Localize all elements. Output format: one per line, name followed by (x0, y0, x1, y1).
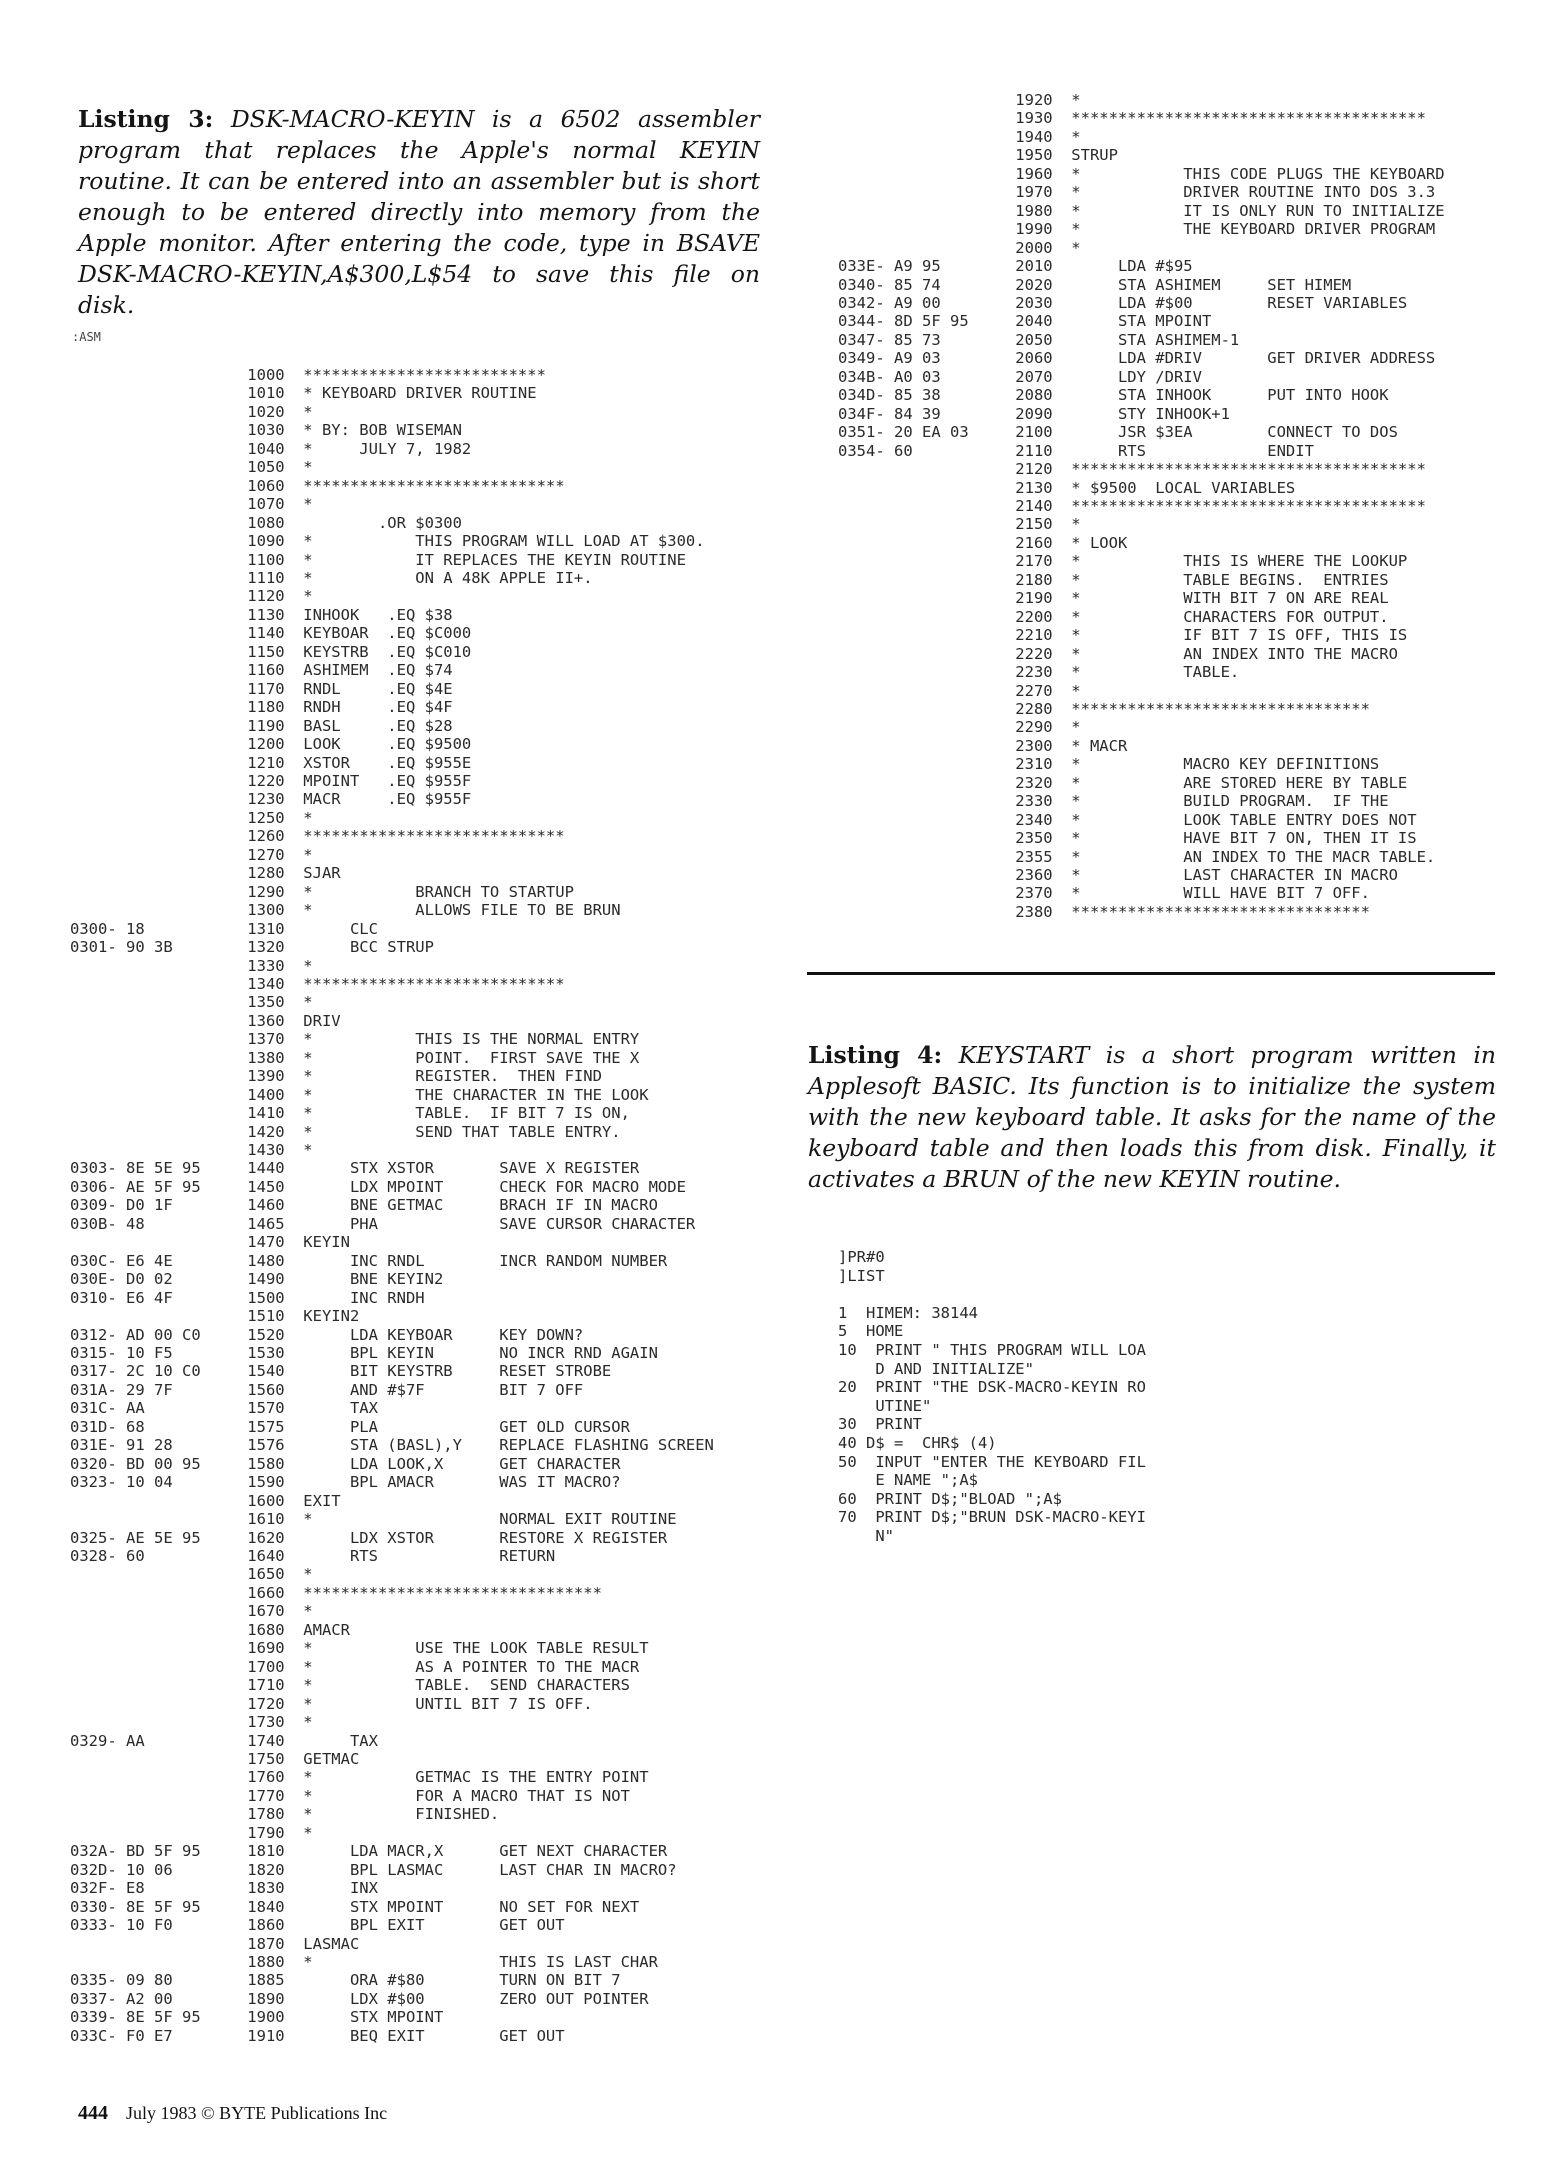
page-footer (78, 2102, 387, 2125)
listing-4-caption-lead: Listing 4: (808, 1041, 943, 1069)
listing-4-caption (808, 1040, 1496, 1195)
listing-3-code-right: 1920 * 1930 ************************************** 1940 * 1950 STRUP 1960 * THIS CODE PLUGS THE KEYBOARD 1970 * DRIVER ROUTINE INTO DOS 3.3 1980 * IT IS ONLY RUN TO INITIALIZE 1990 * THE KEYBOARD DRIVER PROGRAM 2000 * 033E- A9 95 2010 LDA #$95 0340- 85 74 2020 STA ASHIMEM SET HIMEM 0342- A9 00 2030 LDA #$00 RESET VARIABLES 0344- 8D 5F 95 2040 STA MPOINT 0347- 85 73 2050 STA ASHIMEM-1 0349- A9 03 2060 LDA #DRIV GET DRIVER ADDRESS 034B- A0 03 2070 LDY /DRIV 034D- 85 38 2080 STA INHOOK PUT INTO HOOK 034F- 84 39 2090 STY INHOOK+1 0351- 20 EA 03 2100 JSR $3EA CONNECT TO DOS 0354- 60 2110 RTS ENDIT 2120 ************************************** 2130 * $9500 LOCAL VARIABLES 2140 ************************************** 2150 * 2160 * LOOK 2170 * THIS IS WHERE THE LOOKUP 2180 * TABLE BEGINS. ENTRIES 2190 * WITH BIT 7 ON ARE REAL 2200 * CHARACTERS FOR OUTPUT. 2210 * IF BIT 7 IS OFF, THIS IS 2220 * AN INDEX INTO THE MACRO 2230 * TABLE. 2270 * 2280 ******************************** 2290 * 2300 * MACR 2310 * MACRO KEY DEFINITIONS 2320 * ARE STORED HERE BY TABLE 2330 * BUILD PROGRAM. IF THE 2340 * LOOK TABLE ENTRY DOES NOT 2350 * HAVE BIT 7 ON, THEN IT IS 2355 * AN INDEX TO THE MACR TABLE. 2360 * LAST CHARACTER IN MACRO 2370 * WILL HAVE BIT 7 OFF. 2380 ******************************** (838, 91, 1445, 921)
footer-text: July 1983 © BYTE Publications Inc (126, 2103, 388, 2123)
listing-3-caption (78, 104, 760, 321)
listing-3-code-left: 1000 ************************** 1010 * KEYBOARD DRIVER ROUTINE 1020 * 1030 * BY: BOB WISEMAN 1040 * JULY 7, 1982 1050 * 1060 **************************** 1070 * 1080 .OR $0300 1090 * THIS PROGRAM WILL LOAD AT $300. 1100 * IT REPLACES THE KEYIN ROUTINE 1110 * ON A 48K APPLE II+. 1120 * 1130 INHOOK .EQ $38 1140 KEYBOAR .EQ $C000 1150 KEYSTRB .EQ $C010 1160 ASHIMEM .EQ $74 1170 RNDL .EQ $4E 1180 RNDH .EQ $4F 1190 BASL .EQ $28 1200 LOOK .EQ $9500 1210 XSTOR .EQ $955E 1220 MPOINT .EQ $955F 1230 MACR .EQ $955F 1250 * 1260 **************************** 1270 * 1280 SJAR 1290 * BRANCH TO STARTUP 1300 * ALLOWS FILE TO BE BRUN 0300- 18 1310 CLC 0301- 90 3B 1320 BCC STRUP 1330 * 1340 **************************** 1350 * 1360 DRIV 1370 * THIS IS THE NORMAL ENTRY 1380 * POINT. FIRST SAVE THE X 1390 * REGISTER. THEN FIND 1400 * THE CHARACTER IN THE LOOK 1410 * TABLE. IF BIT 7 IS ON, 1420 * SEND THAT TABLE ENTRY. 1430 * 0303- 8E 5E 95 1440 STX XSTOR SAVE X REGISTER 0306- AE 5F 95 1450 LDX MPOINT CHECK FOR MACRO MODE 0309- D0 1F 1460 BNE GETMAC BRACH IF IN MACRO 030B- 48 1465 PHA SAVE CURSOR CHARACTER 1470 KEYIN 030C- E6 4E 1480 INC RNDL INCR RANDOM NUMBER 030E- D0 02 1490 BNE KEYIN2 0310- E6 4F 1500 INC RNDH 1510 KEYIN2 0312- AD 00 C0 1520 LDA KEYBOAR KEY DOWN? 0315- 10 F5 1530 BPL KEYIN NO INCR RND AGAIN 0317- 2C 10 C0 1540 BIT KEYSTRB RESET STROBE 031A- 29 7F 1560 AND #$7F BIT 7 OFF 031C- AA 1570 TAX 031D- 68 1575 PLA GET OLD CURSOR 031E- 91 28 1576 STA (BASL),Y REPLACE FLASHING SCREEN 0320- BD 00 95 1580 LDA LOOK,X GET CHARACTER 0323- 10 04 1590 BPL AMACR WAS IT MACRO? 1600 EXIT 1610 * NORMAL EXIT ROUTINE 0325- AE 5E 95 1620 LDX XSTOR RESTORE X REGISTER 0328- 60 1640 RTS RETURN 1650 * 1660 ******************************** 1670 * 1680 AMACR 1690 * USE THE LOOK TABLE RESULT 1700 * AS A POINTER TO THE MACR 1710 * TABLE. SEND CHARACTERS 1720 * UNTIL BIT 7 IS OFF. 1730 * 0329- AA 1740 TAX 1750 GETMAC 1760 * GETMAC IS THE ENTRY POINT 1770 * FOR A MACRO THAT IS NOT 1780 * FINISHED. 1790 * 032A- BD 5F 95 1810 LDA MACR,X GET NEXT CHARACTER 032D- 10 06 1820 BPL LASMAC LAST CHAR IN MACRO? 032F- E8 1830 INX 0330- 8E 5F 95 1840 STX MPOINT NO SET FOR NEXT 0333- 10 F0 1860 BPL EXIT GET OUT 1870 LASMAC 1880 * THIS IS LAST CHAR 0335- 09 80 1885 ORA #$80 TURN ON BIT 7 0337- A2 00 1890 LDX #$00 ZERO OUT POINTER 0339- 8E 5F 95 1900 STX MPOINT 033C- F0 E7 1910 BEQ EXIT GET OUT (70, 366, 714, 2045)
section-divider (807, 972, 1495, 975)
asm-prompt: :ASM (72, 330, 101, 344)
listing-3-caption-body: DSK-MACRO-KEYIN is a 6502 assembler program that replaces the Apple's normal KEYIN routine. It can be entered into an assembler but is short enough to be entered directly into memory from the Apple monitor. After entering the code, type in BSAVE DSK-MACRO-KEYIN,A$300,L$54 to save this file on disk. (78, 105, 760, 319)
listing-4-code: ]PR#0 ]LIST 1 HIMEM: 38144 5 HOME 10 PRINT " THIS PROGRAM WILL LOA D AND INITIALIZE" 20 PRINT "THE DSK-MACRO-KEYIN RO UTINE" 30 PRINT 40 D$ = CHR$ (4) 50 INPUT "ENTER THE KEYBOARD FIL E NAME ";A$ 60 PRINT D$;"BLOAD ";A$ 70 PRINT D$;"BRUN DSK-MACRO-KEYI N" (838, 1248, 1146, 1545)
listing-4-caption-body: KEYSTART is a short program written in Applesoft BASIC. Its function is to initialize the system with the new keyboard table. It asks for the name of the keyboard table and then loads this from disk. Finally, it activates a BRUN of the new KEYIN routine. (808, 1041, 1496, 1193)
page-number: 444 (78, 2102, 108, 2124)
listing-3-caption-lead: Listing 3: (78, 105, 214, 133)
